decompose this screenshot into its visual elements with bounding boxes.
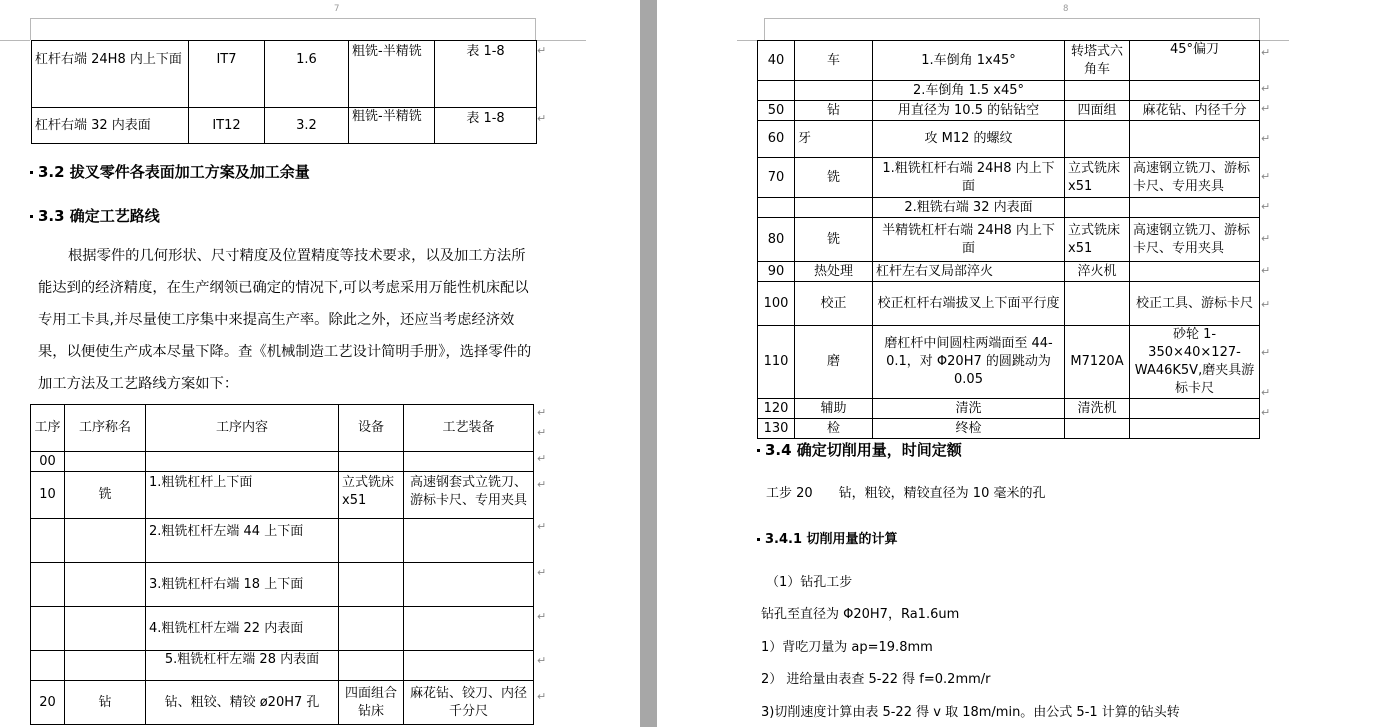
- table-cell: 钻: [65, 681, 146, 725]
- paragraph-mark: ↵: [537, 112, 547, 125]
- paragraph-mark: ↵: [1261, 264, 1271, 277]
- table-cell: 表 1-8: [435, 108, 537, 144]
- table-cell: M7120A: [1065, 326, 1130, 399]
- table-cell: 四面组合钻床: [339, 681, 404, 725]
- table-cell: [1065, 198, 1130, 218]
- table-cell: 淬火机: [1065, 262, 1130, 282]
- table-cell: 50: [758, 101, 795, 121]
- table-cell: 铣: [795, 218, 873, 262]
- table-cell: 高速钢套式立铣刀、游标卡尺、专用夹具: [404, 472, 534, 519]
- paragraph-mark: ↵: [1261, 386, 1271, 399]
- table-cell: 麻花钻、铰刀、内径千分尺: [404, 681, 534, 725]
- table-cell: [65, 519, 146, 563]
- header-margin-line: [30, 18, 535, 19]
- table-cell: 磨杠杆中间圆柱两端面至 44-0.1，对 Φ20H7 的圆跳动为 0.05: [873, 326, 1065, 399]
- table-cell: 钻、粗铰、精铰 ø20H7 孔: [146, 681, 339, 725]
- paragraph-mark: ↵: [537, 690, 547, 703]
- table-header: 设备: [339, 405, 404, 452]
- table-cell: [758, 81, 795, 101]
- paragraph-mark: ↵: [1261, 82, 1271, 95]
- table-cell: 清洗: [873, 399, 1065, 419]
- table-cell: 砂轮 1-350×40×127-WA46K5V,磨夹具游标卡尺: [1130, 326, 1260, 399]
- table-cell: [1130, 262, 1260, 282]
- paragraph-mark: ↵: [1261, 200, 1271, 213]
- page-gap: [640, 0, 657, 727]
- table-cell: [795, 81, 873, 101]
- table-cell: 终检: [873, 419, 1065, 439]
- body-line: 1）背吃刀量为 ap=19.8mm: [761, 640, 933, 655]
- crop-mark: [1259, 18, 1260, 40]
- table-cell: [404, 563, 534, 607]
- table-cell: 校正杠杆右端拔叉上下面平行度: [873, 282, 1065, 326]
- table-cell: 130: [758, 419, 795, 439]
- surface-requirement-table: [31, 40, 537, 144]
- table-cell: 粗铣-半精铣: [349, 108, 435, 144]
- paragraph-mark: ↵: [537, 44, 547, 57]
- table-cell: [31, 607, 65, 651]
- table-cell: 00: [31, 452, 65, 472]
- table-cell: [339, 607, 404, 651]
- crop-mark: [0, 40, 30, 41]
- table-cell: 60: [758, 121, 795, 158]
- table-cell: 高速钢立铣刀、游标卡尺、专用夹具: [1130, 158, 1260, 198]
- paragraph-mark: ↵: [1261, 232, 1271, 245]
- table-cell: IT7: [189, 41, 265, 108]
- body-line: （1）钻孔工步: [766, 575, 853, 590]
- step-line: 工步 20 钻，粗铰，精铰直径为 10 毫米的孔: [766, 486, 1046, 501]
- table-cell: [758, 198, 795, 218]
- table-cell: 杠杆右端 24H8 内上下面: [32, 41, 189, 108]
- table-cell: 转塔式六角车: [1065, 41, 1130, 81]
- subsection-heading: 3.4.1 切削用量的计算: [757, 528, 898, 547]
- table-cell: 20: [31, 681, 65, 725]
- table-cell: 70: [758, 158, 795, 198]
- paragraph-mark: ↵: [537, 654, 547, 667]
- table-cell: [65, 452, 146, 472]
- table-cell: 1.车倒角 1x45°: [873, 41, 1065, 81]
- table-cell: 4.粗铣杠杆左端 22 内表面: [146, 607, 339, 651]
- table-cell: [1130, 399, 1260, 419]
- section-heading: 3.3 确定工艺路线: [30, 205, 160, 226]
- table-cell: 3.粗铣杠杆右端 18 上下面: [146, 563, 339, 607]
- crop-mark: [1259, 40, 1289, 41]
- table-cell: [404, 452, 534, 472]
- paragraph-mark: ↵: [537, 406, 547, 419]
- table-cell: 10: [31, 472, 65, 519]
- table-cell: 铣: [65, 472, 146, 519]
- page-number: 8: [1063, 4, 1069, 14]
- table-cell: 麻花钻、内径千分: [1130, 101, 1260, 121]
- header-margin-line: [764, 18, 1259, 19]
- table-cell: [146, 452, 339, 472]
- paragraph-mark: ↵: [537, 610, 547, 623]
- paragraph-mark: ↵: [537, 520, 547, 533]
- table-cell: [65, 563, 146, 607]
- table-cell: 立式铣床 x51: [1065, 218, 1130, 262]
- table-cell: 半精铣杠杆右端 24H8 内上下面: [873, 218, 1065, 262]
- table-cell: [795, 198, 873, 218]
- table-cell: 100: [758, 282, 795, 326]
- table-cell: [65, 607, 146, 651]
- paragraph-mark: ↵: [1261, 298, 1271, 311]
- table-cell: 高速钢立铣刀、游标卡尺、专用夹具: [1130, 218, 1260, 262]
- document-page-7: [0, 0, 640, 727]
- table-cell: 检: [795, 419, 873, 439]
- paragraph-mark: ↵: [537, 452, 547, 465]
- section-heading: 3.4 确定切削用量，时间定额: [757, 439, 962, 460]
- table-cell: 1.6: [265, 41, 349, 108]
- table-cell: 110: [758, 326, 795, 399]
- table-header: 工序内容: [146, 405, 339, 452]
- paragraph-mark: ↵: [1261, 406, 1271, 419]
- crop-mark: [536, 40, 586, 41]
- table-cell: [1065, 121, 1130, 158]
- table-cell: 80: [758, 218, 795, 262]
- table-cell: 杠杆右端 32 内表面: [32, 108, 189, 144]
- table-cell: [1065, 419, 1130, 439]
- table-cell: [404, 519, 534, 563]
- table-cell: 立式铣床 x51: [339, 472, 404, 519]
- table-cell: IT12: [189, 108, 265, 144]
- table-cell: [1065, 81, 1130, 101]
- table-cell: [1130, 419, 1260, 439]
- table-cell: 四面组: [1065, 101, 1130, 121]
- page-number: 7: [334, 4, 340, 14]
- table-cell: 3.2: [265, 108, 349, 144]
- table-cell: 表 1-8: [435, 41, 537, 108]
- document-page-8: [657, 0, 1392, 727]
- paragraph-mark: ↵: [537, 426, 547, 439]
- table-cell: 攻 M12 的螺纹: [873, 121, 1065, 158]
- paragraph-mark: ↵: [1261, 346, 1271, 359]
- table-cell: [404, 651, 534, 681]
- crop-mark: [535, 18, 536, 40]
- table-cell: 热处理: [795, 262, 873, 282]
- body-line: 钻孔至直径为 Φ20H7，Ra1.6um: [761, 607, 960, 622]
- paragraph-mark: ↵: [1261, 102, 1271, 115]
- crop-mark: [764, 18, 765, 40]
- paragraph-mark: ↵: [1261, 132, 1271, 145]
- table-cell: [31, 563, 65, 607]
- paragraph-mark: ↵: [1261, 46, 1271, 59]
- table-cell: 杠杆左右叉局部淬火: [873, 262, 1065, 282]
- paragraph-mark: ↵: [1261, 170, 1271, 183]
- table-cell: 120: [758, 399, 795, 419]
- table-cell: 磨: [795, 326, 873, 399]
- table-header: 工序称名: [65, 405, 146, 452]
- paragraph-mark: ↵: [537, 478, 547, 491]
- table-header: 工艺装备: [404, 405, 534, 452]
- body-line: 3)切削速度计算由表 5-22 得 v 取 18m/min。由公式 5-1 计算的钻头转: [761, 705, 1180, 720]
- table-cell: 1.粗铣杠杆右端 24H8 内上下面: [873, 158, 1065, 198]
- table-cell: [31, 651, 65, 681]
- table-cell: 粗铣-半精铣: [349, 41, 435, 108]
- table-cell: 2.粗铣杠杆左端 44 上下面: [146, 519, 339, 563]
- table-cell: 2.车倒角 1.5 x45°: [873, 81, 1065, 101]
- table-cell: 铣: [795, 158, 873, 198]
- table-header: 工序: [31, 405, 65, 452]
- table-cell: [31, 519, 65, 563]
- table-cell: 立式铣床 x51: [1065, 158, 1130, 198]
- table-cell: 车: [795, 41, 873, 81]
- body-paragraph: 根据零件的几何形状、尺寸精度及位置精度等技术要求，以及加工方法所能达到的经济精度，在生产纲领已确定的情况下,可以考虑采用万能性机床配以专用工卡具,并尽量使工序集中来提高生产率。除此之外，还应当考虑经济效果，以便使生产成本尽量下降。查《机械制造工艺设计简明手册》，选择零件的加工方法及工艺路线方案如下：: [38, 248, 532, 392]
- table-cell: 钻: [795, 101, 873, 121]
- crop-mark: [30, 18, 31, 40]
- table-cell: [1130, 121, 1260, 158]
- table-cell: [1065, 282, 1130, 326]
- crop-mark: [737, 40, 757, 41]
- table-cell: 40: [758, 41, 795, 81]
- table-cell: 辅助: [795, 399, 873, 419]
- table-cell: 45°偏刀: [1130, 41, 1260, 81]
- table-cell: 90: [758, 262, 795, 282]
- process-route-table-continued: [757, 40, 1260, 439]
- table-cell: [1130, 81, 1260, 101]
- table-cell: 1.粗铣杠杆上下面: [146, 472, 339, 519]
- table-cell: [339, 563, 404, 607]
- table-cell: 牙: [795, 121, 873, 158]
- paragraph-mark: ↵: [537, 566, 547, 579]
- process-route-table: [30, 404, 534, 725]
- table-cell: 5.粗铣杠杆左端 28 内表面: [146, 651, 339, 681]
- table-cell: 校正: [795, 282, 873, 326]
- table-cell: 用直径为 10.5 的钻钻空: [873, 101, 1065, 121]
- table-cell: [65, 651, 146, 681]
- table-cell: 清洗机: [1065, 399, 1130, 419]
- table-cell: [1130, 198, 1260, 218]
- table-cell: [339, 651, 404, 681]
- table-cell: 2.粗铣右端 32 内表面: [873, 198, 1065, 218]
- body-line: 2） 进给量由表查 5-22 得 f=0.2mm/r: [761, 672, 991, 687]
- section-heading: 3.2 拔叉零件各表面加工方案及加工余量: [30, 161, 310, 182]
- table-cell: [404, 607, 534, 651]
- table-cell: [339, 452, 404, 472]
- table-cell: 校正工具、游标卡尺: [1130, 282, 1260, 326]
- table-cell: [339, 519, 404, 563]
